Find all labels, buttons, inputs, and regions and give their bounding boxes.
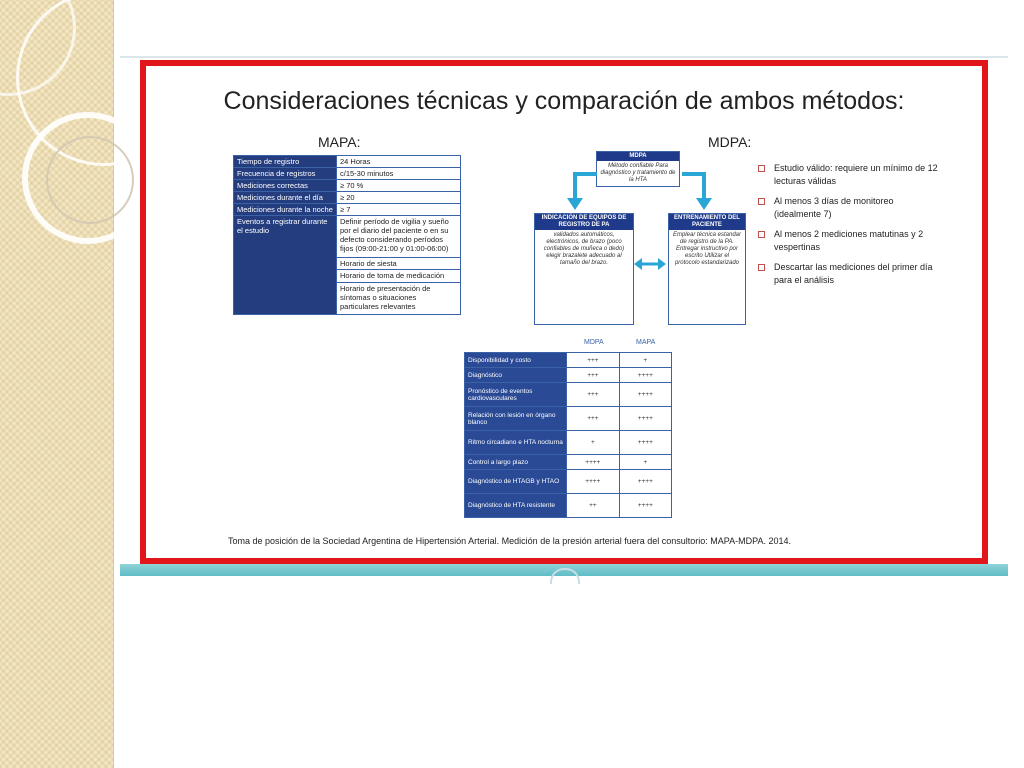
- table-cell: Relación con lesión en órgano blanco: [465, 407, 567, 431]
- table-cell: ++++: [619, 470, 671, 494]
- table-row: [465, 470, 672, 494]
- list-item-text: Descartar las mediciones del primer día para el análisis: [774, 262, 933, 285]
- comparison-col-mdpa: MDPA: [584, 339, 604, 346]
- table-cell: Horario de presentación de síntomas o situaciones particulares relevantes: [337, 283, 461, 315]
- decorative-ring: [46, 136, 134, 224]
- table-cell: Diagnóstico: [465, 368, 567, 383]
- table-cell: Disponibilidad y costo: [465, 353, 567, 368]
- mdpa-label: MDPA:: [708, 134, 752, 150]
- double-arrow-icon: [634, 256, 666, 272]
- table-row: [234, 180, 461, 192]
- table-cell: Horario de toma de medicación: [337, 270, 461, 283]
- table-cell: ++++: [619, 368, 671, 383]
- table-row: [465, 353, 672, 368]
- table-row: [465, 368, 672, 383]
- table-cell: +++: [567, 407, 619, 431]
- table-cell: Mediciones correctas: [234, 180, 337, 192]
- mdpa-bullet-list: [752, 162, 942, 294]
- bullet-square-icon: [758, 198, 765, 205]
- table-cell: c/15-30 minutos: [337, 168, 461, 180]
- table-cell: ++++: [567, 455, 619, 470]
- table-row: [234, 204, 461, 216]
- table-cell: +++: [567, 383, 619, 407]
- table-cell: ++++: [619, 407, 671, 431]
- mapa-table: [233, 155, 461, 315]
- list-item: [752, 195, 942, 221]
- box-body: validados automáticos, electrónicos, de brazo (poco confiables de muñeca o dedo) elegir brazalete adecuado al tamaño del brazo.: [543, 232, 625, 266]
- comparison-table: [464, 352, 672, 518]
- table-cell: ++++: [619, 494, 671, 518]
- table-cell: 24 Horas: [337, 156, 461, 168]
- table-row: [465, 455, 672, 470]
- table-row: [234, 192, 461, 204]
- table-cell: Mediciones durante el día: [234, 192, 337, 204]
- table-cell: Mediciones durante la noche: [234, 204, 337, 216]
- table-row: [465, 494, 672, 518]
- table-row: [234, 216, 461, 258]
- table-cell: ++++: [619, 383, 671, 407]
- list-item: [752, 261, 942, 287]
- table-row: [234, 168, 461, 180]
- box-header: INDICACIÓN DE EQUIPOS DE REGISTRO DE PA: [535, 214, 633, 230]
- box-header: MDPA: [597, 152, 679, 161]
- list-item-text: Al menos 2 mediciones matutinas y 2 vespertinas: [774, 229, 924, 252]
- slide-image-frame: [140, 60, 988, 564]
- table-cell: Diagnóstico de HTA resistente: [465, 494, 567, 518]
- mapa-label: MAPA:: [318, 134, 361, 150]
- table-cell: ++++: [567, 470, 619, 494]
- table-row: [465, 431, 672, 455]
- table-cell: Pronóstico de eventos cardiovasculares: [465, 383, 567, 407]
- mdpa-method-box: [596, 151, 680, 187]
- list-item: [752, 228, 942, 254]
- table-cell: ≥ 20: [337, 192, 461, 204]
- table-cell: +: [619, 455, 671, 470]
- training-box: [668, 213, 746, 325]
- table-cell: +++: [567, 368, 619, 383]
- table-cell: +++: [567, 353, 619, 368]
- table-cell: +: [619, 353, 671, 368]
- list-item-text: Estudio válido: requiere un mínimo de 12 lecturas válidas: [774, 163, 938, 186]
- table-cell: ≥ 7: [337, 204, 461, 216]
- table-cell: ++: [567, 494, 619, 518]
- arrow-down-left-icon: [561, 166, 601, 212]
- table-row: [234, 156, 461, 168]
- table-cell: ≥ 70 %: [337, 180, 461, 192]
- citation: Toma de posición de la Sociedad Argentina de Hipertensión Arterial. Medición de la presión arterial fuera del consultorio: MAPA-MDPA. 2014.: [228, 536, 791, 546]
- comparison-col-mapa: MAPA: [636, 339, 656, 346]
- slide-title: Consideraciones técnicas y comparación de ambos métodos:: [223, 87, 905, 115]
- box-header: ENTRENAMIENTO DEL PACIENTE: [669, 214, 745, 230]
- table-cell: Eventos a registrar durante el estudio: [234, 216, 337, 315]
- table-cell: Definir período de vigilia y sueño por el diario del paciente o en su defecto considerando períodos fijos (09:00-21:00 y 01:00-06:00): [337, 216, 461, 258]
- list-item: [752, 162, 942, 188]
- table-cell: Ritmo circadiano e HTA nocturna: [465, 431, 567, 455]
- arrow-down-right-icon: [678, 166, 718, 212]
- decorative-side-panel: [0, 0, 114, 768]
- bullet-square-icon: [758, 264, 765, 271]
- table-cell: Control a largo plazo: [465, 455, 567, 470]
- bullet-square-icon: [758, 231, 765, 238]
- list-item-text: Al menos 3 días de monitoreo (idealmente 7): [774, 196, 894, 219]
- equipment-box: [534, 213, 634, 325]
- table-cell: Tiempo de registro: [234, 156, 337, 168]
- table-cell: Diagnóstico de HTAGB y HTAO: [465, 470, 567, 494]
- table-cell: Horario de siesta: [337, 257, 461, 270]
- table-row: [465, 407, 672, 431]
- table-cell: +: [567, 431, 619, 455]
- table-cell: ++++: [619, 431, 671, 455]
- bullet-square-icon: [758, 165, 765, 172]
- table-cell: Frecuencia de registros: [234, 168, 337, 180]
- table-row: [465, 383, 672, 407]
- slide-top-line: [120, 56, 1008, 58]
- box-body: Emplear técnica estandar de registro de la PA. Entregar instructivo por escrito Utilizar el protocolo estandarizado: [672, 232, 742, 266]
- box-body: Método confiable Para diagnóstico y tratamiento de la HTA: [600, 163, 676, 183]
